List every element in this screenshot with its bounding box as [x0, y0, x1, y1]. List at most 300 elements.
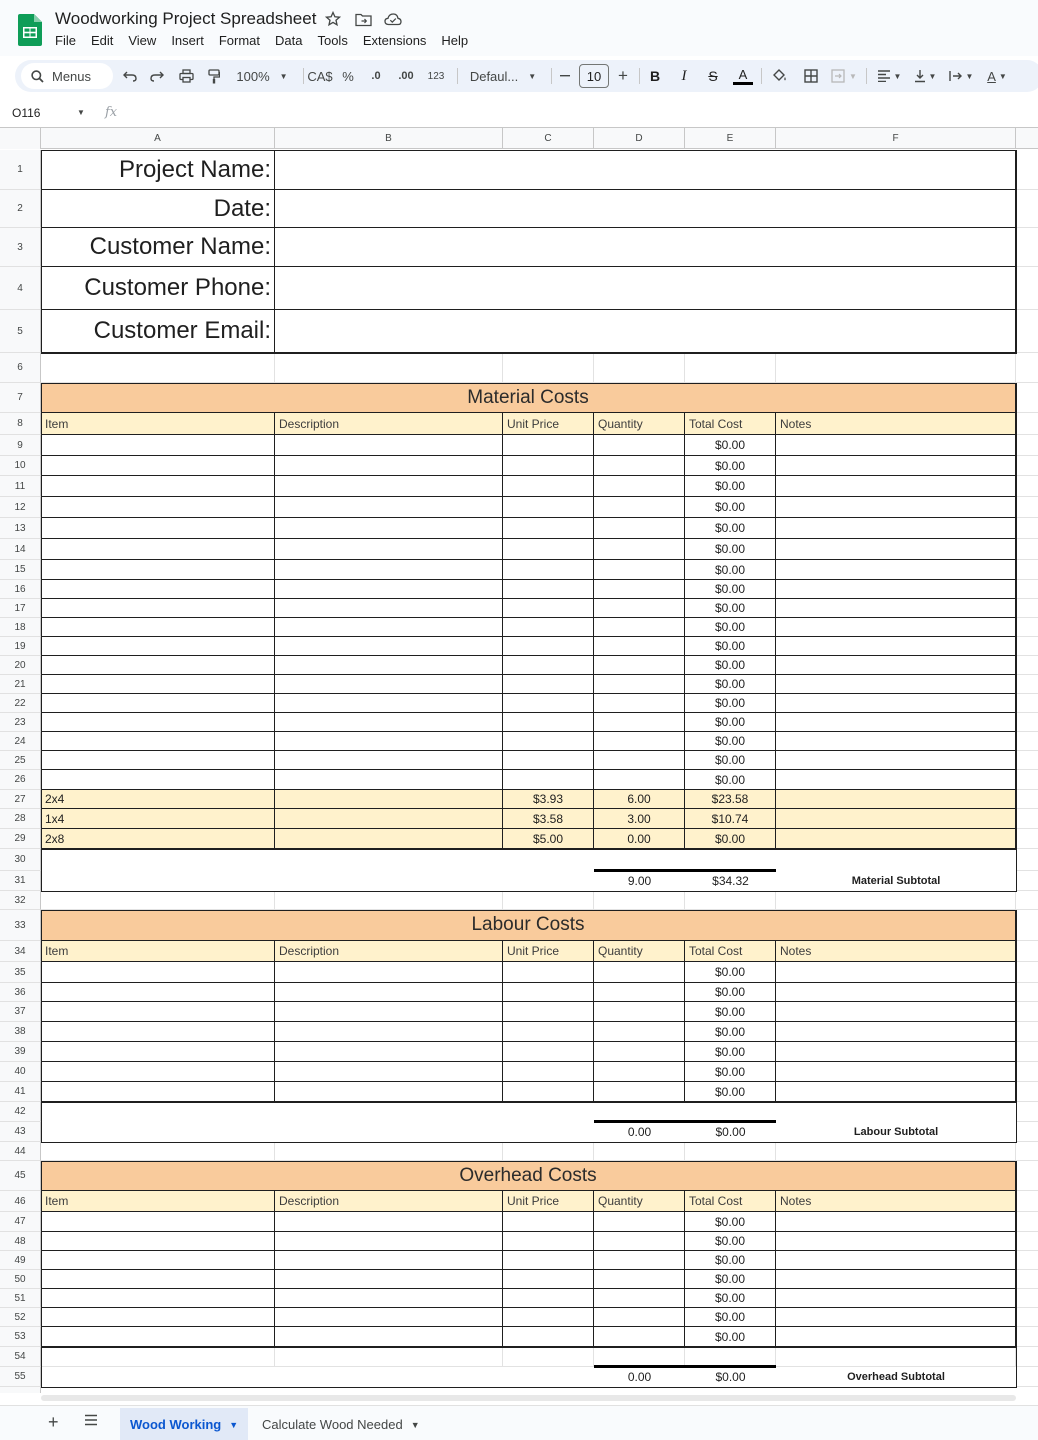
row-header[interactable]: 20: [0, 656, 41, 675]
material-total-cost-cell[interactable]: $0.00: [685, 732, 776, 751]
row-header[interactable]: 27: [0, 790, 41, 809]
overhead-notes-cell[interactable]: [776, 1232, 1016, 1251]
labour-description-cell[interactable]: [275, 1062, 503, 1082]
grid-cell[interactable]: [1016, 1191, 1038, 1212]
grid-cell[interactable]: [1016, 809, 1038, 829]
overhead-notes-cell[interactable]: [776, 1327, 1016, 1347]
grid-cell[interactable]: [41, 891, 275, 910]
material-quantity-cell[interactable]: [594, 694, 685, 713]
overhead-header-notes[interactable]: Notes: [776, 1191, 1016, 1212]
material-subtotal-total[interactable]: $34.32: [712, 874, 749, 888]
material-description-cell[interactable]: [275, 497, 503, 518]
row-header[interactable]: 9: [0, 435, 41, 456]
material-notes-cell[interactable]: [776, 539, 1016, 560]
labour-section-title[interactable]: Labour Costs: [41, 910, 1016, 941]
menu-help[interactable]: Help: [441, 33, 469, 48]
row-header[interactable]: 42: [0, 1102, 41, 1122]
grid-cell[interactable]: [594, 353, 685, 383]
row-header[interactable]: 52: [0, 1308, 41, 1327]
material-total-cost-cell[interactable]: $0.00: [685, 751, 776, 770]
material-total-cost-cell[interactable]: $0.00: [685, 637, 776, 656]
menu-insert[interactable]: Insert: [171, 33, 204, 48]
overhead-quantity-cell[interactable]: [594, 1232, 685, 1251]
overhead-notes-cell[interactable]: [776, 1251, 1016, 1270]
material-quantity-cell[interactable]: [594, 599, 685, 618]
material-description-cell[interactable]: [275, 476, 503, 497]
material-quantity-cell[interactable]: [594, 497, 685, 518]
sheet-tab-wood-working[interactable]: [120, 1408, 248, 1440]
chevron-down-icon[interactable]: ▼: [410, 1419, 420, 1430]
labour-notes-cell[interactable]: [776, 1002, 1016, 1022]
overhead-description-cell[interactable]: [275, 1251, 503, 1270]
material-description-cell[interactable]: [275, 637, 503, 656]
currency-format-button[interactable]: [306, 60, 334, 92]
material-unit-price-cell[interactable]: [503, 637, 594, 656]
text-color-icon[interactable]: A: [732, 60, 754, 92]
labour-unit-price-cell[interactable]: [503, 1062, 594, 1082]
undo-icon[interactable]: [119, 60, 141, 92]
row-header[interactable]: 11: [0, 476, 41, 497]
material-notes-cell[interactable]: [776, 713, 1016, 732]
cloud-status-icon[interactable]: [384, 10, 402, 28]
horizontal-align-icon[interactable]: ▼: [873, 60, 905, 92]
chevron-down-icon[interactable]: ▼: [229, 1419, 239, 1430]
all-sheets-icon[interactable]: [84, 1413, 98, 1431]
info-label-customer-phone[interactable]: Customer Phone:: [41, 267, 275, 310]
grid-cell[interactable]: [1016, 353, 1038, 383]
add-sheet-icon[interactable]: +: [48, 1412, 59, 1432]
material-unit-price-cell[interactable]: $3.58: [503, 809, 594, 829]
overhead-unit-price-cell[interactable]: [503, 1232, 594, 1251]
material-total-cost-cell[interactable]: $0.00: [685, 456, 776, 476]
row-header[interactable]: 39: [0, 1042, 41, 1062]
material-total-cost-cell[interactable]: $0.00: [685, 829, 776, 849]
bold-icon[interactable]: B: [649, 68, 661, 84]
material-notes-cell[interactable]: [776, 497, 1016, 518]
labour-header-item[interactable]: Item: [41, 941, 275, 962]
row-header[interactable]: 34: [0, 941, 41, 962]
labour-item-cell[interactable]: [41, 1082, 275, 1102]
strikethrough-icon[interactable]: S: [708, 68, 718, 84]
material-header-quantity[interactable]: Quantity: [594, 413, 685, 435]
font-size-input[interactable]: 10: [579, 64, 609, 88]
grid-cell[interactable]: [503, 353, 594, 383]
material-notes-cell[interactable]: [776, 476, 1016, 497]
zoom-select[interactable]: [233, 60, 291, 92]
row-header[interactable]: 18: [0, 618, 41, 637]
labour-header-description[interactable]: Description: [275, 941, 503, 962]
info-value-project-name[interactable]: [275, 150, 1016, 190]
overhead-notes-cell[interactable]: [776, 1308, 1016, 1327]
labour-total-cost-cell[interactable]: $0.00: [685, 1082, 776, 1102]
grid-cell[interactable]: [1016, 560, 1038, 580]
material-item-cell[interactable]: [41, 618, 275, 637]
overhead-total-cost-cell[interactable]: $0.00: [685, 1232, 776, 1251]
overhead-quantity-cell[interactable]: [594, 1270, 685, 1289]
material-quantity-cell[interactable]: [594, 539, 685, 560]
material-item-cell[interactable]: [41, 675, 275, 694]
material-item-cell[interactable]: [41, 435, 275, 456]
material-total-cost-cell[interactable]: $0.00: [685, 599, 776, 618]
row-header[interactable]: 40: [0, 1062, 41, 1082]
material-item-cell[interactable]: [41, 560, 275, 580]
labour-description-cell[interactable]: [275, 1082, 503, 1102]
material-total-cost-cell[interactable]: $0.00: [685, 560, 776, 580]
grid-cell[interactable]: [685, 353, 776, 383]
grid-cell[interactable]: [1016, 1308, 1038, 1327]
material-notes-cell[interactable]: [776, 435, 1016, 456]
material-total-cost-cell[interactable]: $0.00: [685, 518, 776, 539]
grid-cell[interactable]: [1016, 476, 1038, 497]
grid-cell[interactable]: [1016, 383, 1038, 413]
labour-total-cost-cell[interactable]: $0.00: [685, 1062, 776, 1082]
grid-cell[interactable]: [1016, 962, 1038, 983]
row-header[interactable]: 33: [0, 910, 41, 941]
paint-format-icon[interactable]: [203, 60, 225, 92]
material-total-cost-cell[interactable]: $0.00: [685, 694, 776, 713]
grid-cell[interactable]: [275, 1142, 503, 1161]
labour-quantity-cell[interactable]: [594, 1042, 685, 1062]
select-all-corner[interactable]: [0, 128, 41, 149]
labour-quantity-cell[interactable]: [594, 1002, 685, 1022]
grid-cell[interactable]: [1016, 1347, 1038, 1367]
name-box[interactable]: O116: [12, 106, 41, 120]
menu-file[interactable]: File: [55, 33, 76, 48]
row-header[interactable]: 5: [0, 310, 41, 353]
material-total-cost-cell[interactable]: $0.00: [685, 476, 776, 497]
menu-format[interactable]: Format: [218, 33, 260, 48]
material-notes-cell[interactable]: [776, 518, 1016, 539]
row-header[interactable]: 54: [0, 1347, 41, 1367]
text-wrapping-icon[interactable]: ▼: [945, 60, 977, 92]
material-notes-cell[interactable]: [776, 694, 1016, 713]
grid-cell[interactable]: [41, 1142, 275, 1161]
material-notes-cell[interactable]: [776, 732, 1016, 751]
labour-notes-cell[interactable]: [776, 983, 1016, 1002]
grid-cell[interactable]: [1016, 497, 1038, 518]
row-header[interactable]: 22: [0, 694, 41, 713]
material-header-description[interactable]: Description: [275, 413, 503, 435]
overhead-unit-price-cell[interactable]: [503, 1251, 594, 1270]
row-header[interactable]: 51: [0, 1289, 41, 1308]
column-header[interactable]: B: [275, 128, 503, 149]
labour-unit-price-cell[interactable]: [503, 983, 594, 1002]
grid-cell[interactable]: [1016, 1142, 1038, 1161]
labour-total-cost-cell[interactable]: $0.00: [685, 1022, 776, 1042]
redo-icon[interactable]: [146, 60, 168, 92]
menu-data[interactable]: Data: [275, 33, 303, 48]
labour-description-cell[interactable]: [275, 1002, 503, 1022]
overhead-notes-cell[interactable]: [776, 1289, 1016, 1308]
overhead-notes-cell[interactable]: [776, 1270, 1016, 1289]
overhead-notes-cell[interactable]: [776, 1212, 1016, 1232]
labour-notes-cell[interactable]: [776, 1022, 1016, 1042]
material-notes-cell[interactable]: [776, 656, 1016, 675]
grid-cell[interactable]: [1016, 656, 1038, 675]
info-label-customer-name[interactable]: Customer Name:: [41, 228, 275, 267]
row-header[interactable]: 46: [0, 1191, 41, 1212]
grid-cell[interactable]: [1016, 675, 1038, 694]
decrease-font-size-button[interactable]: [557, 60, 573, 92]
material-item-cell[interactable]: 1x4: [41, 809, 275, 829]
overhead-total-cost-cell[interactable]: $0.00: [685, 1270, 776, 1289]
grid-cell[interactable]: [1016, 1289, 1038, 1308]
material-unit-price-cell[interactable]: [503, 599, 594, 618]
labour-item-cell[interactable]: [41, 1062, 275, 1082]
material-unit-price-cell[interactable]: [503, 694, 594, 713]
row-header[interactable]: 23: [0, 713, 41, 732]
material-quantity-cell[interactable]: [594, 770, 685, 790]
material-notes-cell[interactable]: [776, 790, 1016, 809]
material-quantity-cell[interactable]: [594, 476, 685, 497]
labour-total-cost-cell[interactable]: $0.00: [685, 1002, 776, 1022]
material-unit-price-cell[interactable]: [503, 770, 594, 790]
grid-cell[interactable]: [1016, 580, 1038, 599]
grid-cell[interactable]: [1016, 871, 1038, 891]
material-quantity-cell[interactable]: [594, 637, 685, 656]
menu-extensions[interactable]: Extensions: [362, 33, 427, 48]
overhead-header-total-cost[interactable]: Total Cost: [685, 1191, 776, 1212]
material-item-cell[interactable]: [41, 770, 275, 790]
grid-cell[interactable]: [41, 1347, 275, 1367]
material-total-cost-cell[interactable]: $0.00: [685, 580, 776, 599]
chevron-down-icon[interactable]: ▼: [77, 108, 85, 117]
grid-cell[interactable]: [1016, 1161, 1038, 1191]
material-notes-cell[interactable]: [776, 456, 1016, 476]
row-header[interactable]: 37: [0, 1002, 41, 1022]
vertical-align-icon[interactable]: ▼: [909, 60, 941, 92]
labour-unit-price-cell[interactable]: [503, 1002, 594, 1022]
sheet-tab-calculate-wood-needed[interactable]: [252, 1408, 430, 1440]
row-header[interactable]: 38: [0, 1022, 41, 1042]
labour-quantity-cell[interactable]: [594, 1022, 685, 1042]
labour-quantity-cell[interactable]: [594, 1082, 685, 1102]
labour-subtotal-total[interactable]: $0.00: [715, 1125, 746, 1139]
grid-cell[interactable]: [1016, 435, 1038, 456]
material-description-cell[interactable]: [275, 694, 503, 713]
labour-description-cell[interactable]: [275, 962, 503, 983]
info-label-date[interactable]: Date:: [41, 190, 275, 228]
material-quantity-cell[interactable]: [594, 732, 685, 751]
overhead-item-cell[interactable]: [41, 1270, 275, 1289]
material-quantity-cell[interactable]: [594, 713, 685, 732]
material-description-cell[interactable]: [275, 732, 503, 751]
grid-cell[interactable]: [1016, 1270, 1038, 1289]
grid-cell[interactable]: [1016, 1212, 1038, 1232]
grid-cell[interactable]: [1016, 456, 1038, 476]
more-formats-button[interactable]: [423, 60, 449, 92]
grid-cell[interactable]: [1016, 790, 1038, 809]
row-header[interactable]: 25: [0, 751, 41, 770]
material-description-cell[interactable]: [275, 809, 503, 829]
grid-cell[interactable]: [776, 891, 1016, 910]
grid-cell[interactable]: [1016, 1232, 1038, 1251]
text-rotation-icon[interactable]: A ▼: [987, 68, 1007, 84]
column-header[interactable]: A: [41, 128, 275, 149]
labour-notes-cell[interactable]: [776, 1042, 1016, 1062]
material-unit-price-cell[interactable]: [503, 456, 594, 476]
labour-description-cell[interactable]: [275, 1042, 503, 1062]
grid-cell[interactable]: [776, 353, 1016, 383]
print-icon[interactable]: [175, 60, 197, 92]
row-header[interactable]: 30: [0, 849, 41, 871]
decrease-decimal-button[interactable]: [365, 60, 387, 92]
row-header[interactable]: 32: [0, 891, 41, 910]
labour-notes-cell[interactable]: [776, 962, 1016, 983]
material-notes-cell[interactable]: [776, 618, 1016, 637]
overhead-unit-price-cell[interactable]: [503, 1212, 594, 1232]
overhead-item-cell[interactable]: [41, 1212, 275, 1232]
row-header[interactable]: [0, 1387, 41, 1393]
material-description-cell[interactable]: [275, 656, 503, 675]
material-description-cell[interactable]: [275, 435, 503, 456]
document-title[interactable]: Woodworking Project Spreadsheet: [55, 9, 317, 28]
row-header[interactable]: 10: [0, 456, 41, 476]
material-header-item[interactable]: Item: [41, 413, 275, 435]
material-quantity-cell[interactable]: [594, 456, 685, 476]
material-notes-cell[interactable]: [776, 675, 1016, 694]
labour-header-quantity[interactable]: Quantity: [594, 941, 685, 962]
grid-cell[interactable]: [1016, 829, 1038, 849]
labour-notes-cell[interactable]: [776, 1062, 1016, 1082]
material-total-cost-cell[interactable]: $10.74: [685, 809, 776, 829]
grid-cell[interactable]: [1016, 1042, 1038, 1062]
row-header[interactable]: 6: [0, 353, 41, 383]
material-header-total-cost[interactable]: Total Cost: [685, 413, 776, 435]
row-header[interactable]: 17: [0, 599, 41, 618]
material-item-cell[interactable]: [41, 637, 275, 656]
labour-notes-cell[interactable]: [776, 1082, 1016, 1102]
info-label-project-name[interactable]: Project Name:: [41, 150, 275, 190]
material-item-cell[interactable]: [41, 713, 275, 732]
labour-item-cell[interactable]: [41, 1002, 275, 1022]
grid-cell[interactable]: [275, 353, 503, 383]
row-header[interactable]: 35: [0, 962, 41, 983]
row-header[interactable]: 36: [0, 983, 41, 1002]
material-quantity-cell[interactable]: 0.00: [594, 829, 685, 849]
row-header[interactable]: 7: [0, 383, 41, 413]
grid-cell[interactable]: [1016, 1122, 1038, 1142]
grid-cell[interactable]: [1016, 1102, 1038, 1122]
menu-view[interactable]: View: [128, 33, 157, 48]
overhead-description-cell[interactable]: [275, 1289, 503, 1308]
row-header[interactable]: 19: [0, 637, 41, 656]
info-value-date[interactable]: [275, 190, 1016, 228]
row-header[interactable]: 2: [0, 190, 41, 228]
labour-item-cell[interactable]: [41, 1042, 275, 1062]
material-description-cell[interactable]: [275, 618, 503, 637]
overhead-quantity-cell[interactable]: [594, 1289, 685, 1308]
material-notes-cell[interactable]: [776, 809, 1016, 829]
material-quantity-cell[interactable]: 3.00: [594, 809, 685, 829]
material-quantity-cell[interactable]: 6.00: [594, 790, 685, 809]
material-unit-price-cell[interactable]: $3.93: [503, 790, 594, 809]
material-total-cost-cell[interactable]: $0.00: [685, 656, 776, 675]
material-notes-cell[interactable]: [776, 637, 1016, 656]
info-value-customer-phone[interactable]: [275, 267, 1016, 310]
material-description-cell[interactable]: [275, 713, 503, 732]
grid-cell[interactable]: [1016, 713, 1038, 732]
material-total-cost-cell[interactable]: $0.00: [685, 618, 776, 637]
merge-cells-icon[interactable]: ▼: [829, 60, 859, 92]
overhead-description-cell[interactable]: [275, 1327, 503, 1347]
material-quantity-cell[interactable]: [594, 435, 685, 456]
overhead-item-cell[interactable]: [41, 1289, 275, 1308]
material-quantity-cell[interactable]: [594, 518, 685, 539]
row-header[interactable]: 50: [0, 1270, 41, 1289]
overhead-quantity-cell[interactable]: [594, 1327, 685, 1347]
material-description-cell[interactable]: [275, 675, 503, 694]
material-description-cell[interactable]: [275, 770, 503, 790]
overhead-total-cost-cell[interactable]: $0.00: [685, 1308, 776, 1327]
overhead-unit-price-cell[interactable]: [503, 1308, 594, 1327]
material-total-cost-cell[interactable]: $0.00: [685, 539, 776, 560]
material-item-cell[interactable]: [41, 694, 275, 713]
row-header[interactable]: 45: [0, 1161, 41, 1191]
percent-format-button[interactable]: [339, 60, 357, 92]
row-header[interactable]: 47: [0, 1212, 41, 1232]
row-header[interactable]: 28: [0, 809, 41, 829]
italic-icon[interactable]: I: [681, 67, 687, 84]
row-header[interactable]: 31: [0, 871, 41, 891]
row-header[interactable]: 12: [0, 497, 41, 518]
grid-cell[interactable]: [1016, 413, 1038, 435]
labour-quantity-cell[interactable]: [594, 1062, 685, 1082]
material-quantity-cell[interactable]: [594, 580, 685, 599]
overhead-header-quantity[interactable]: Quantity: [594, 1191, 685, 1212]
row-header[interactable]: 16: [0, 580, 41, 599]
labour-header-notes[interactable]: Notes: [776, 941, 1016, 962]
material-header-notes[interactable]: Notes: [776, 413, 1016, 435]
sheets-logo-icon[interactable]: [18, 14, 42, 46]
material-total-cost-cell[interactable]: $23.58: [685, 790, 776, 809]
material-item-cell[interactable]: [41, 476, 275, 497]
material-unit-price-cell[interactable]: [503, 560, 594, 580]
increase-decimal-button[interactable]: [395, 60, 417, 92]
overhead-section-title[interactable]: Overhead Costs: [41, 1161, 1016, 1191]
grid-cell[interactable]: [1016, 228, 1038, 267]
increase-font-size-button[interactable]: [614, 60, 632, 92]
overhead-unit-price-cell[interactable]: [503, 1289, 594, 1308]
overhead-item-cell[interactable]: [41, 1232, 275, 1251]
grid-cell[interactable]: [1016, 599, 1038, 618]
material-section-title[interactable]: Material Costs: [41, 383, 1016, 413]
star-icon[interactable]: [324, 10, 342, 28]
material-item-cell[interactable]: 2x4: [41, 790, 275, 809]
overhead-total-cost-cell[interactable]: $0.00: [685, 1251, 776, 1270]
overhead-header-unit-price[interactable]: Unit Price: [503, 1191, 594, 1212]
grid-cell[interactable]: [1016, 910, 1038, 941]
info-value-customer-name[interactable]: [275, 228, 1016, 267]
grid-cell[interactable]: [1016, 849, 1038, 871]
grid-cell[interactable]: [1016, 310, 1038, 353]
row-header[interactable]: 29: [0, 829, 41, 849]
material-quantity-cell[interactable]: [594, 751, 685, 770]
material-unit-price-cell[interactable]: [503, 751, 594, 770]
material-unit-price-cell[interactable]: [503, 713, 594, 732]
material-unit-price-cell[interactable]: [503, 497, 594, 518]
row-header[interactable]: 13: [0, 518, 41, 539]
row-header[interactable]: 48: [0, 1232, 41, 1251]
row-header[interactable]: 3: [0, 228, 41, 267]
material-description-cell[interactable]: [275, 829, 503, 849]
grid-cell[interactable]: [594, 891, 685, 910]
horizontal-scrollbar[interactable]: [41, 1395, 1016, 1401]
info-label-customer-email[interactable]: Customer Email:: [41, 310, 275, 353]
overhead-item-cell[interactable]: [41, 1251, 275, 1270]
overhead-item-cell[interactable]: [41, 1327, 275, 1347]
grid-cell[interactable]: [1016, 770, 1038, 790]
